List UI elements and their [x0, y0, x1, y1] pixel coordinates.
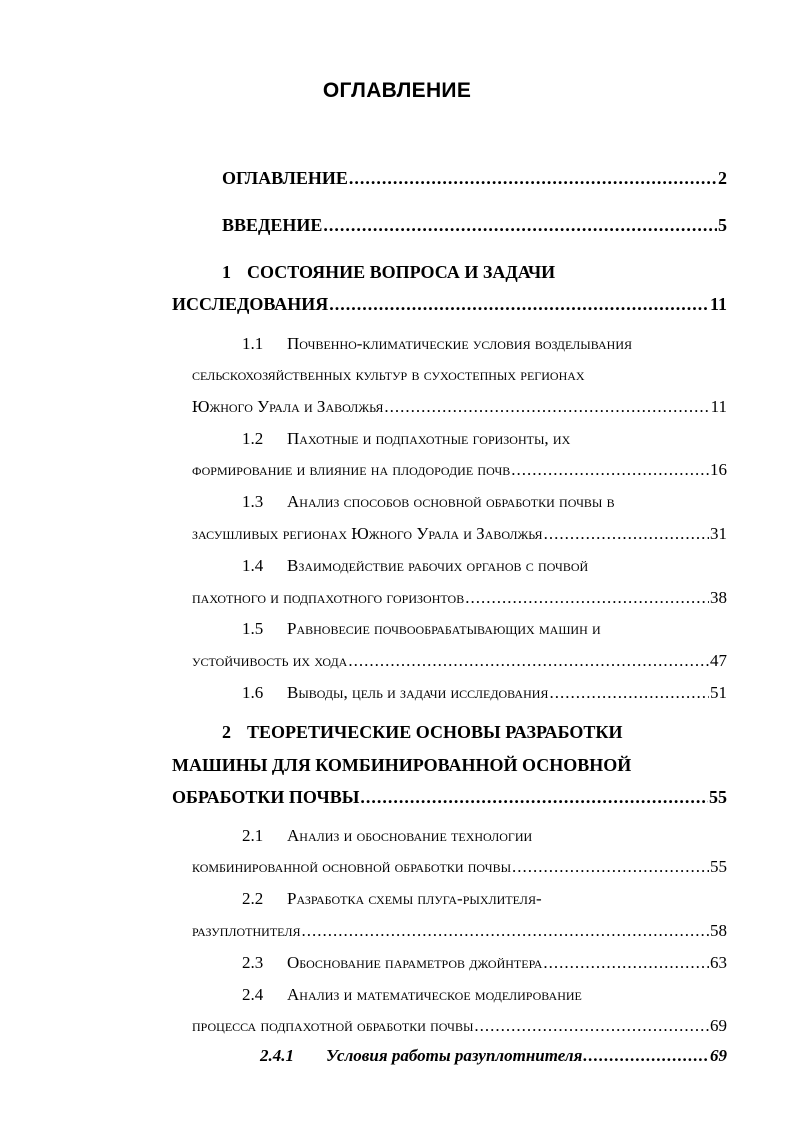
toc-section-1-6[interactable] — [242, 683, 727, 703]
toc-subsection-2-4-1[interactable] — [260, 1046, 727, 1066]
toc-section-1-1-line-3[interactable] — [192, 397, 727, 417]
section-title: Равновесие почвообрабатывающих машин и — [287, 619, 601, 638]
toc-chapter-2-line-2[interactable] — [172, 755, 727, 776]
dot-leader — [329, 294, 709, 315]
toc-section-2-1-line-1[interactable] — [242, 826, 727, 846]
toc-section-2-2-line-1[interactable] — [242, 889, 727, 909]
toc-page-number: 69 — [710, 1046, 727, 1065]
toc-chapter-2-line-1[interactable] — [222, 722, 727, 743]
chapter-title-cont: ОБРАБОТКИ ПОЧВЫ — [172, 787, 360, 807]
section-number: 1.5 — [242, 619, 264, 638]
dot-leader — [360, 787, 708, 808]
toc-section-1-4-line-1[interactable] — [242, 556, 727, 576]
toc-page-number: 63 — [710, 953, 727, 972]
toc-entry-intro[interactable] — [222, 215, 727, 236]
section-title: Условия работы разуплотнителя — [326, 1046, 583, 1065]
section-title-cont: пахотного и подпахотного горизонтов — [192, 588, 465, 607]
dot-leader — [323, 215, 717, 236]
section-number: 2.1 — [242, 826, 264, 845]
toc-section-2-4-line-1[interactable] — [242, 985, 727, 1005]
chapter-title-cont: МАШИНЫ ДЛЯ КОМБИНИРОВАННОЙ ОСНОВНОЙ — [172, 755, 632, 775]
section-number: 1.6 — [242, 683, 264, 702]
toc-section-1-5-line-1[interactable] — [242, 619, 727, 639]
section-title: Почвенно-климатические условия возделывания — [287, 334, 632, 353]
toc-page-number: 69 — [710, 1016, 727, 1035]
section-number: 2.3 — [242, 953, 264, 972]
toc-section-1-4-line-2[interactable] — [192, 588, 727, 608]
toc-section-1-1-line-1[interactable] — [242, 334, 727, 354]
toc-section-2-3[interactable] — [242, 953, 727, 973]
toc-page-number: 16 — [710, 460, 727, 479]
toc-section-1-2-line-1[interactable] — [242, 429, 727, 449]
section-title-cont: засушливых регионах Южного Урала и Заволжья — [192, 524, 543, 543]
toc-page-number: 38 — [710, 588, 727, 607]
section-title-cont: процесса подпахотной обработки почвы — [192, 1016, 474, 1035]
dot-leader — [348, 651, 709, 671]
chapter-title: СОСТОЯНИЕ ВОПРОСА И ЗАДАЧИ — [247, 262, 556, 282]
section-title-cont: сельскохозяйственных культур в сухостепных регионах — [192, 365, 585, 384]
section-number: 2.2 — [242, 889, 264, 908]
dot-leader — [583, 1046, 709, 1066]
section-title-cont: Южного Урала и Заволжья — [192, 397, 384, 416]
dot-leader — [544, 524, 709, 544]
section-title-cont: разуплотнителя — [192, 921, 301, 940]
toc-section-1-2-line-2[interactable] — [192, 460, 727, 480]
section-title-cont: комбинированной основной обработки почвы — [192, 857, 512, 876]
toc-section-1-5-line-2[interactable] — [192, 651, 727, 671]
toc-page-number: 5 — [718, 215, 727, 235]
dot-leader — [549, 683, 709, 703]
section-title-cont: устойчивость их хода — [192, 651, 348, 670]
toc-entry-contents[interactable] — [222, 168, 727, 189]
toc-chapter-2-line-3[interactable] — [172, 787, 727, 808]
section-title: Взаимодействие рабочих органов с почвой — [287, 556, 589, 575]
toc-page-number: 55 — [709, 787, 727, 807]
toc-section-2-4-line-2[interactable] — [192, 1016, 727, 1036]
toc-section-1-1-line-2[interactable] — [192, 365, 727, 385]
chapter-title: ТЕОРЕТИЧЕСКИЕ ОСНОВЫ РАЗРАБОТКИ — [247, 722, 623, 742]
toc-section-2-2-line-2[interactable] — [192, 921, 727, 941]
dot-leader — [474, 1016, 709, 1036]
section-title: Анализ и обоснование технологии — [287, 826, 533, 845]
section-number: 1.2 — [242, 429, 264, 448]
toc-page-number: 51 — [710, 683, 727, 702]
toc-page-number: 31 — [710, 524, 727, 543]
toc-chapter-1-line-1[interactable] — [222, 262, 727, 283]
toc-page-number: 47 — [710, 651, 727, 670]
dot-leader — [465, 588, 709, 608]
toc-page-number: 2 — [718, 168, 727, 188]
section-title: Выводы, цель и задачи исследования — [287, 683, 549, 702]
chapter-number: 1 — [222, 262, 231, 282]
toc-section-1-3-line-2[interactable] — [192, 524, 727, 544]
section-title: Пахотные и подпахотные горизонты, их — [287, 429, 571, 448]
dot-leader — [384, 397, 709, 417]
toc-section-1-3-line-1[interactable] — [242, 492, 727, 512]
section-title: Разработка схемы плуга-рыхлителя- — [287, 889, 542, 908]
toc-entry-title: ВВЕДЕНИЕ — [222, 215, 323, 235]
section-number: 2.4 — [242, 985, 264, 1004]
section-title: Обоснование параметров джойнтера — [287, 953, 543, 972]
toc-page-number: 58 — [710, 921, 727, 940]
toc-chapter-1-line-2[interactable] — [172, 294, 727, 315]
page-title: ОГЛАВЛЕНИЕ — [322, 79, 472, 102]
toc-page-number: 11 — [710, 397, 727, 416]
chapter-title-cont: ИССЛЕДОВАНИЯ — [172, 294, 329, 314]
toc-entry-title: ОГЛАВЛЕНИЕ — [222, 168, 348, 188]
dot-leader — [349, 168, 717, 189]
section-number: 2.4.1 — [260, 1046, 294, 1065]
toc-page-number: 11 — [709, 294, 727, 314]
section-title: Анализ и математическое моделирование — [287, 985, 582, 1004]
toc-section-2-1-line-2[interactable] — [192, 857, 727, 877]
toc-page-number: 55 — [710, 857, 727, 876]
section-number: 1.4 — [242, 556, 264, 575]
chapter-number: 2 — [222, 722, 231, 742]
section-number: 1.3 — [242, 492, 264, 511]
section-title-cont: формирование и влияние на плодородие почв — [192, 460, 511, 479]
dot-leader — [512, 857, 709, 877]
section-title: Анализ способов основной обработки почвы в — [287, 492, 615, 511]
dot-leader — [543, 953, 709, 973]
section-number: 1.1 — [242, 334, 264, 353]
dot-leader — [302, 921, 710, 941]
dot-leader — [511, 460, 709, 480]
